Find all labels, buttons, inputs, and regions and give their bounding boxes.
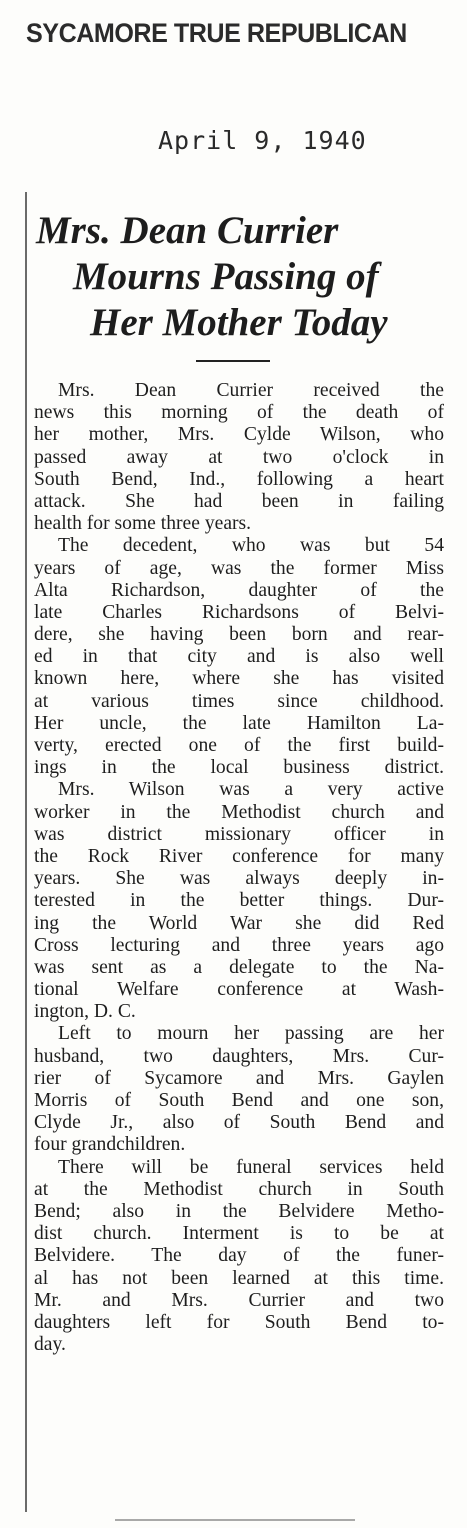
column-rule <box>25 192 27 1512</box>
body-line: was district missionary officer in <box>34 823 444 845</box>
body-line: health for some three years. <box>34 513 252 535</box>
body-line: passed away at two o'clock in <box>34 446 444 468</box>
headline-divider <box>196 360 270 362</box>
bottom-rule <box>115 1519 355 1521</box>
body-line: Her uncle, the late Hamilton La- <box>34 712 444 734</box>
body-line: late Charles Richardsons of Belvi- <box>34 601 444 623</box>
body-line: at various times since childhood. <box>34 690 444 712</box>
body-line: rier of Sycamore and Mrs. Gaylen <box>34 1067 444 1089</box>
body-line: Mrs. Dean Currier received the <box>58 380 444 401</box>
body-line: dere, she having been born and rear- <box>34 624 444 646</box>
newspaper-masthead: SYCAMORE TRUE REPUBLICAN <box>26 18 407 48</box>
body-line: at the Methodist church in South <box>34 1178 444 1200</box>
body-line: terested in the better things. Dur- <box>34 890 444 912</box>
body-line: daughters left for South Bend to- <box>34 1311 444 1333</box>
body-line: The decedent, who was but 54 <box>58 535 444 557</box>
body-line: Morris of South Bend and one son, <box>34 1090 444 1111</box>
publication-date: April 9, 1940 <box>158 126 367 155</box>
body-line: tional Welfare conference at Wash- <box>34 979 444 1001</box>
body-line: Alta Richardson, daughter of the <box>34 579 444 601</box>
headline-line-3: Her Mother Today <box>90 301 388 344</box>
body-line: attack. She had been in failing <box>34 490 444 512</box>
body-line: four grandchildren. <box>34 1134 186 1156</box>
article-headline <box>30 208 450 346</box>
body-line: verty, erected one of the first build- <box>34 735 444 756</box>
body-line: years of age, was the former Miss <box>34 557 444 579</box>
body-line: There will be funeral services held <box>58 1156 444 1178</box>
body-line: Mrs. Wilson was a very active <box>58 779 444 801</box>
body-line: ing the World War she did Red <box>34 912 444 934</box>
body-line: news this morning of the death of <box>34 402 444 424</box>
body-line: Bend; also in the Belvidere Metho- <box>34 1200 444 1222</box>
body-line: South Bend, Ind., following a heart <box>34 468 444 490</box>
body-line: the Rock River conference for many <box>34 845 444 867</box>
body-line: Belvidere. The day of the funer- <box>34 1245 444 1267</box>
body-line: ington, D. C. <box>34 1001 136 1023</box>
body-line: husband, two daughters, Mrs. Cur- <box>34 1045 444 1067</box>
headline-line-2: Mourns Passing of <box>73 255 379 298</box>
body-line: ings in the local business district. <box>34 757 444 779</box>
body-line: was sent as a delegate to the Na- <box>34 956 444 978</box>
body-line: Left to mourn her passing are her <box>58 1023 444 1045</box>
body-line: Mr. and Mrs. Currier and two <box>34 1289 444 1311</box>
body-line: years. She was always deeply in- <box>34 868 444 890</box>
body-line: day. <box>34 1334 66 1356</box>
body-line: known here, where she has visited <box>34 668 444 690</box>
body-line: dist church. Interment is to be at <box>34 1223 444 1245</box>
headline-line-1: Mrs. Dean Currier <box>36 209 339 252</box>
body-line: ed in that city and is also well <box>34 646 444 668</box>
body-line: worker in the Methodist church and <box>34 801 444 823</box>
body-line: al has not been learned at this time. <box>34 1267 444 1289</box>
article-body <box>34 380 444 1356</box>
body-line: Cross lecturing and three years ago <box>34 934 444 956</box>
body-line: her mother, Mrs. Cylde Wilson, who <box>34 424 444 446</box>
body-line: Clyde Jr., also of South Bend and <box>34 1112 444 1134</box>
